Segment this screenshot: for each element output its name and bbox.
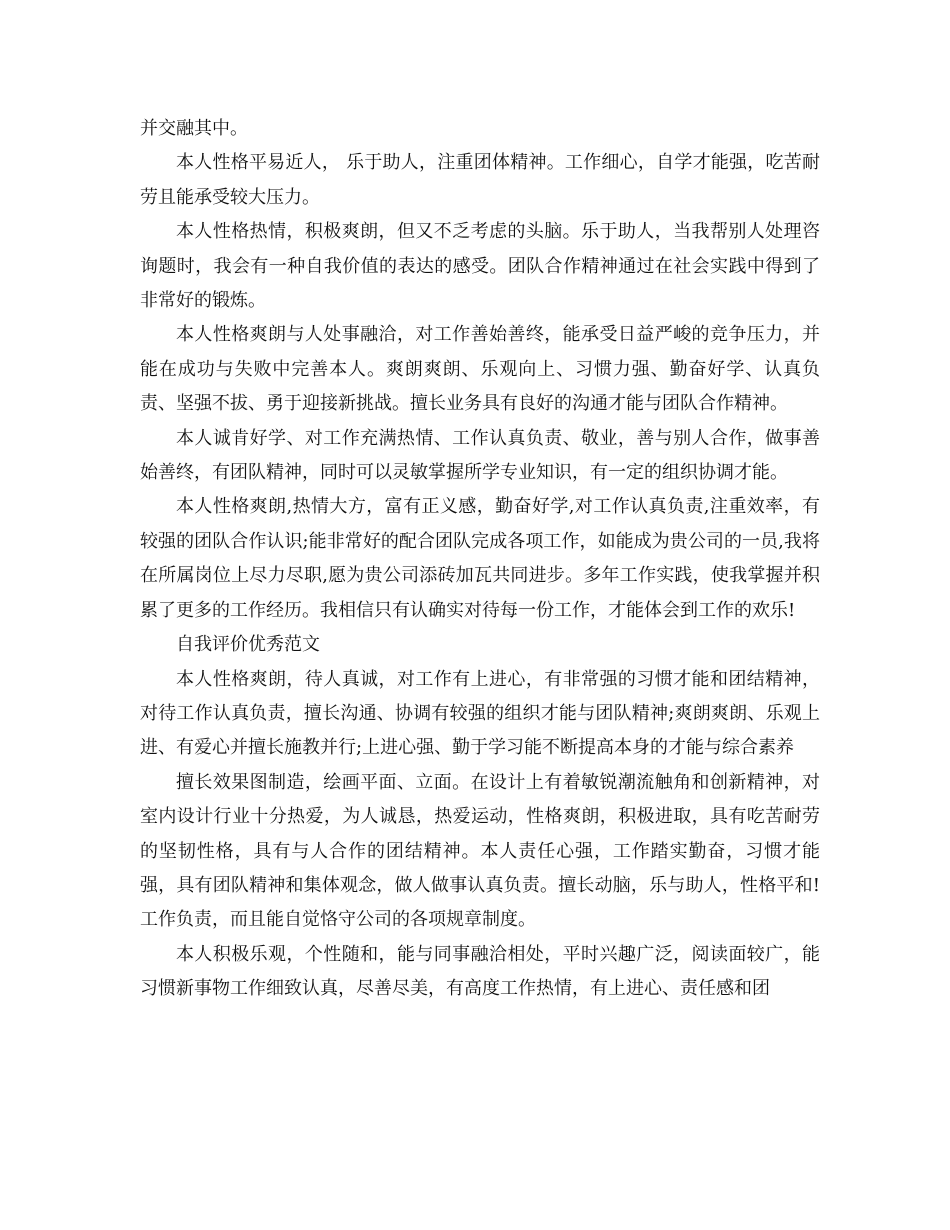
paragraph: 本人性格爽朗,热情大方，富有正义感，勤奋好学,对工作认真负责,注重效率，有较强的团队合作认识;能非常好的配合团队完成各项工作，如能成为贵公司的一员,我将在所属岗位上尽力尽职,愿为贵公司添砖加瓦共同进步。多年工作实践，使我掌握并积累了更多的工作经历。我相信只有认确实对待每一份工作，才能体会到工作的欢乐!: [140, 496, 820, 621]
paragraph: 本人性格热情，积极爽朗，但又不乏考虑的头脑。乐于助人，当我帮别人处理咨询题时，我会有一种自我价值的表达的感受。团队合作精神通过在社会实践中得到了非常好的锻炼。: [140, 221, 820, 312]
paragraph: 本人性格爽朗与人处事融洽，对工作善始善终，能承受日益严峻的竞争压力，并能在成功与失败中完善本人。爽朗爽朗、乐观向上、习惯力强、勤奋好学、认真负责、坚强不拔、勇于迎接新挑战。擅长业务具有良好的沟通才能与团队合作精神。: [140, 324, 820, 415]
paragraph: 本人性格爽朗，待人真诚，对工作有上进心，有非常强的习惯才能和团结精神，对待工作认真负责，擅长沟通、协调有较强的组织才能与团队精神;爽朗爽朗、乐观上进、有爱心并擅长施教并行;上进心强、勤于学习能不断提高本身的才能与综合素养: [140, 668, 820, 759]
paragraph: 本人性格平易近人， 乐于助人，注重团体精神。工作细心，自学才能强，吃苦耐劳且能承受较大压力。: [140, 152, 820, 208]
paragraph-continuation: 并交融其中。: [140, 118, 248, 139]
document-body: [140, 112, 820, 1007]
section-heading: 自我评价优秀范文: [176, 634, 320, 656]
paragraph: 本人诚肯好学、对工作充满热情、工作认真负责、敬业，善与别人合作，做事善始善终，有团队精神，同时可以灵敏掌握所学专业知识，有一定的组织协调才能。: [140, 427, 820, 484]
paragraph: 本人积极乐观，个性随和，能与同事融洽相处，平时兴趣广泛，阅读面较广，能习惯新事物工作细致认真，尽善尽美，有高度工作热情，有上进心、责任感和团: [140, 943, 820, 1000]
paragraph: 擅长效果图制造，绘画平面、立面。在设计上有着敏锐潮流触角和创新精神，对室内设计行业十分热爱，为人诚恳，热爱运动，性格爽朗，积极进取，具有吃苦耐劳的坚韧性格，具有与人合作的团结精神。本人责任心强，工作踏实勤奋，习惯才能强，具有团队精神和集体观念，做人做事认真负责。擅长动脑，乐与助人，性格平和!工作负责，而且能自觉恪守公司的各项规章制度。: [140, 771, 820, 931]
